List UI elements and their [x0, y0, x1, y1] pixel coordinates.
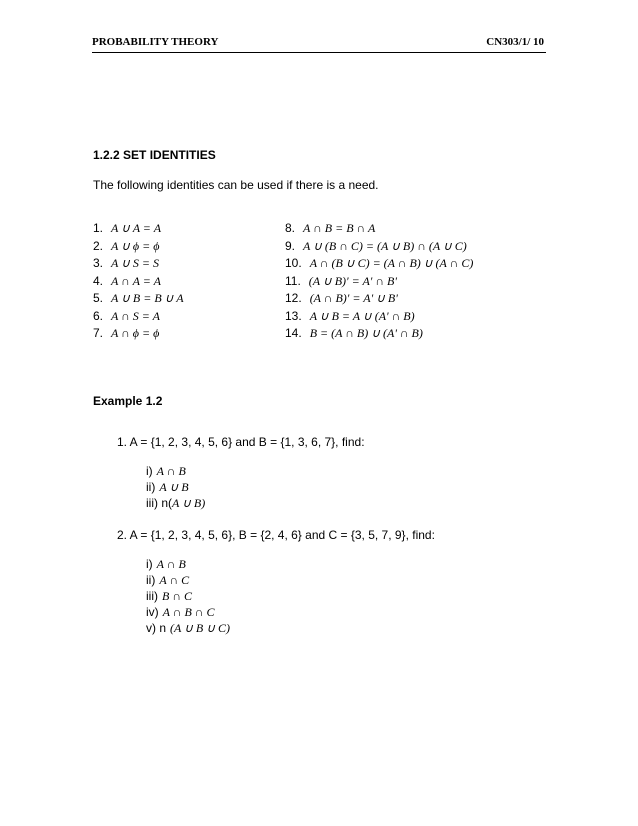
question-part: [146, 556, 230, 572]
identity-row: [285, 324, 565, 342]
part-expression: A ∩ C: [159, 573, 190, 587]
identity-number: 3.: [93, 256, 104, 270]
question-part: [146, 620, 230, 636]
part-label: i): [146, 464, 153, 478]
section-intro: The following identities can be used if there is a need.: [93, 178, 379, 192]
identity-number: 11.: [285, 273, 301, 288]
header-page-code: CN303/1/ 10: [486, 36, 544, 48]
identity-number: 14.: [285, 326, 302, 340]
part-label: ii): [146, 573, 156, 587]
section-title: 1.2.2 SET IDENTITIES: [93, 148, 216, 162]
identity-number: 7.: [93, 326, 104, 340]
question-part: [146, 572, 230, 588]
part-label: v) n: [146, 621, 167, 635]
identity-expression: A ∪ B = A ∪ (A' ∩ B): [309, 308, 415, 323]
part-label: iii) n(: [146, 496, 172, 510]
identity-number: 9.: [285, 238, 296, 253]
identity-expression: (A ∩ B)' = A' ∪ B': [309, 291, 398, 305]
part-expression: (A ∪ B ∪ C): [170, 621, 231, 635]
part-expression: A ∪ B: [159, 480, 189, 494]
identity-number: 6.: [93, 308, 104, 323]
identity-row: [285, 289, 565, 307]
part-label: i): [146, 557, 153, 571]
part-expression: B ∩ C: [162, 589, 192, 603]
question-part: [146, 604, 230, 620]
part-expression: A ∩ B: [156, 557, 186, 571]
identity-row: [285, 219, 565, 237]
running-header: [92, 36, 546, 50]
identity-number: 5.: [93, 291, 104, 305]
question-part: [146, 463, 205, 479]
identity-row: [285, 254, 565, 272]
question-1: 1. A = {1, 2, 3, 4, 5, 6} and B = {1, 3, 6, 7}, find:: [117, 435, 365, 449]
identity-expression: A ∩ (B ∪ C) = (A ∩ B) ∪ (A ∩ C): [309, 256, 474, 270]
identity-expression: A ∩ A = A: [111, 273, 161, 288]
part-expression: A ∩ B ∩ C: [162, 605, 215, 619]
header-rule: [92, 52, 546, 53]
identities-right-column: [285, 219, 565, 342]
question-part: [146, 479, 205, 495]
identity-expression: A ∪ A = A: [111, 221, 162, 235]
identity-expression: A ∩ ϕ = ϕ: [111, 326, 160, 340]
part-label: ii): [146, 480, 156, 494]
identity-number: 2.: [93, 238, 104, 253]
part-expression: A ∪ B): [172, 496, 206, 510]
identity-number: 13.: [285, 308, 302, 323]
identity-row: [285, 272, 565, 290]
question-2-parts: [146, 556, 230, 636]
part-expression: A ∩ B: [156, 464, 186, 478]
identity-number: 8.: [285, 221, 296, 235]
part-label: iv): [146, 605, 159, 619]
part-label: iii): [146, 589, 158, 603]
identity-expression: A ∪ B = B ∪ A: [111, 291, 184, 305]
identity-number: 12.: [285, 291, 302, 305]
question-1-parts: [146, 463, 205, 511]
identity-expression: A ∩ B = B ∩ A: [303, 221, 376, 235]
example-title: Example 1.2: [93, 394, 163, 408]
identity-expression: A ∪ S = S: [111, 256, 160, 270]
identity-row: [285, 307, 565, 325]
header-course-title: PROBABILITY THEORY: [92, 36, 219, 48]
identity-row: [285, 237, 565, 255]
identity-expression: A ∩ S = A: [111, 308, 161, 323]
identity-expression: A ∪ (B ∩ C) = (A ∪ B) ∩ (A ∪ C): [303, 238, 467, 253]
identity-expression: A ∪ ϕ = ϕ: [111, 238, 160, 253]
question-part: [146, 588, 230, 604]
identity-number: 4.: [93, 273, 104, 288]
question-part: [146, 495, 205, 511]
identity-number: 1.: [93, 221, 104, 235]
identity-expression: (A ∪ B)' = A' ∩ B': [308, 273, 397, 288]
identity-number: 10.: [285, 256, 302, 270]
identity-expression: B = (A ∩ B) ∪ (A' ∩ B): [309, 326, 423, 340]
question-2: 2. A = {1, 2, 3, 4, 5, 6}, B = {2, 4, 6} and C = {3, 5, 7, 9}, find:: [117, 528, 435, 542]
